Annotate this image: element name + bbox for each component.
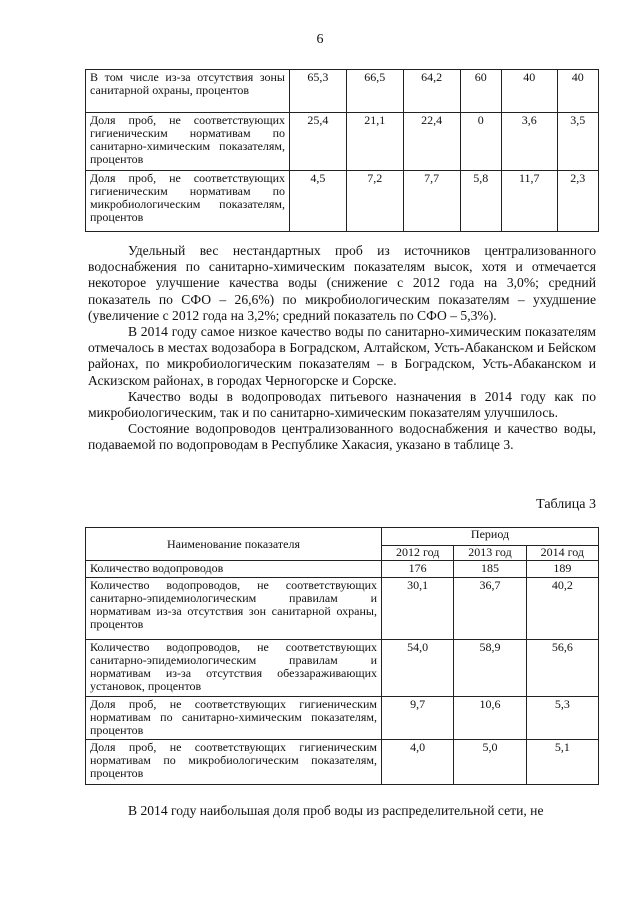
- paragraph: Удельный вес нестандартных проб из источников централизованного водоснабжения по санитарно-химическим показателям высок, хотя и отмечается некоторое улучшение качества воды (снижение с 2012 года на 3,0%; средний показатель по СФО – 26,6%) по микробиологическим показателям – ухудшение (увеличение с 2012 года на 3,2%; средний показатель по СФО – 5,3%).: [88, 243, 596, 323]
- cell-value: 5,0: [454, 740, 526, 785]
- table-row: [86, 578, 599, 640]
- cell-value: 4,0: [382, 740, 454, 785]
- row-label: В том числе из-за отсутствия зоны санитарной охраны, процентов: [86, 70, 290, 113]
- cell-value: 58,9: [454, 640, 526, 697]
- cell-value: 185: [454, 561, 526, 578]
- cell-value: 40: [501, 70, 557, 113]
- cell-value: 176: [382, 561, 454, 578]
- table-row: [86, 697, 599, 740]
- row-label: Доля проб, не соответствующих гигиеническим нормативам по микробиологическим показателям, процентов: [86, 171, 290, 232]
- header-year: 2014 год: [526, 546, 598, 561]
- table-row: [86, 113, 599, 171]
- row-label: Доля проб, не соответствующих гигиеническим нормативам по микробиологическим показателям, процентов: [86, 740, 382, 785]
- header-year: 2013 год: [454, 546, 526, 561]
- cell-value: 30,1: [382, 578, 454, 640]
- row-label: Количество водопроводов: [86, 561, 382, 578]
- row-label: Доля проб, не соответствующих гигиеническим нормативам по санитарно-химическим показателям, процентов: [86, 697, 382, 740]
- cell-value: 25,4: [290, 113, 347, 171]
- cell-value: 22,4: [403, 113, 460, 171]
- cell-value: 3,6: [501, 113, 557, 171]
- cell-value: 36,7: [454, 578, 526, 640]
- cell-value: 40: [557, 70, 598, 113]
- cell-value: 9,7: [382, 697, 454, 740]
- cell-value: 40,2: [526, 578, 598, 640]
- table-caption: Таблица 3: [536, 497, 596, 512]
- table-row: [86, 70, 599, 113]
- table-row: [86, 640, 599, 697]
- table-row: [86, 740, 599, 785]
- cell-value: 7,2: [346, 171, 403, 232]
- table-row: [86, 561, 599, 578]
- cell-value: 64,2: [403, 70, 460, 113]
- cell-value: 189: [526, 561, 598, 578]
- cell-value: 10,6: [454, 697, 526, 740]
- paragraph: В 2014 году наибольшая доля проб воды из распределительной сети, не: [128, 803, 544, 818]
- cell-value: 3,5: [557, 113, 598, 171]
- body-text-continued: [88, 803, 596, 819]
- row-label: Доля проб, не соответствующих гигиеническим нормативам по санитарно-химическим показателям, процентов: [86, 113, 290, 171]
- paragraph: Состояние водопроводов централизованного водоснабжения и качество воды, подаваемой по водопроводам в Республике Хакасия, указано в таблице 3.: [88, 421, 596, 453]
- table-row: [86, 171, 599, 232]
- cell-value: 4,5: [290, 171, 347, 232]
- cell-value: 2,3: [557, 171, 598, 232]
- cell-value: 5,1: [526, 740, 598, 785]
- header-year: 2012 год: [382, 546, 454, 561]
- table-top: [85, 69, 599, 232]
- paragraph: Качество воды в водопроводах питьевого назначения в 2014 году как по микробиологическим, так и по санитарно-химическим показателям улучшилось.: [88, 388, 596, 421]
- header-indicator-name: Наименование показателя: [86, 528, 382, 561]
- cell-value: 21,1: [346, 113, 403, 171]
- table-bottom: [85, 527, 599, 785]
- body-text: [88, 243, 596, 454]
- page-number: 6: [316, 32, 324, 47]
- cell-value: 66,5: [346, 70, 403, 113]
- cell-value: 54,0: [382, 640, 454, 697]
- row-label: Количество водопроводов, не соответствующих санитарно-эпидемиологическим правилам и нормативам из-за отсутствия обеззараживающих установок, процентов: [86, 640, 382, 697]
- cell-value: 56,6: [526, 640, 598, 697]
- cell-value: 60: [460, 70, 501, 113]
- cell-value: 7,7: [403, 171, 460, 232]
- paragraph: В 2014 году самое низкое качество воды по санитарно-химическим показателям отмечалось в местах водозабора в Боградском, Алтайском, Усть-Абаканском и Бейском районах, по микробиологическим показателям – в Боградском, Усть-Абаканском и Аскизском районах, в городах Черногорске и Сорске.: [88, 324, 596, 388]
- row-label: Количество водопроводов, не соответствующих санитарно-эпидемиологическим правилам и нормативам из-за отсутствия зон санитарной охраны, процентов: [86, 578, 382, 640]
- header-period: Период: [382, 528, 599, 546]
- cell-value: 5,8: [460, 171, 501, 232]
- cell-value: 0: [460, 113, 501, 171]
- cell-value: 5,3: [526, 697, 598, 740]
- cell-value: 11,7: [501, 171, 557, 232]
- cell-value: 65,3: [290, 70, 347, 113]
